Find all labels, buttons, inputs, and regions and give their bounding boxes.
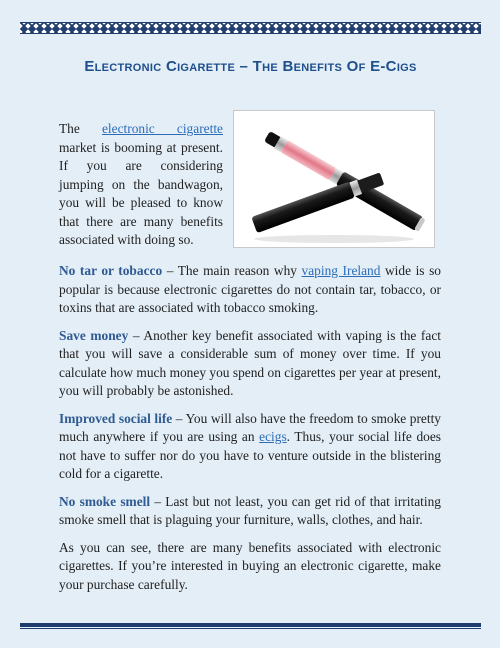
benefit-paragraph-social-life xyxy=(59,410,441,484)
ecigs-link[interactable]: ecigs xyxy=(259,429,287,444)
benefit-heading: No tar or tobacco xyxy=(59,263,163,278)
benefit-paragraph-save-money xyxy=(59,327,441,401)
intro-text-after: market is booming at present. If you are considering jumping on the bandwagon, you will be pleased to know that there are many benefits associated with doing so. xyxy=(59,139,223,247)
electronic-cigarette-link[interactable]: electronic cigarette xyxy=(101,121,223,136)
intro-text-before: The xyxy=(59,121,102,136)
vaping-ireland-link[interactable]: vaping Ireland xyxy=(301,263,381,278)
benefit-heading: Save money xyxy=(59,327,129,343)
benefit-paragraph-no-smell xyxy=(59,493,441,530)
benefit-text: – The main reason why xyxy=(162,263,302,278)
benefit-heading: Improved social life xyxy=(59,410,173,426)
decorative-top-border xyxy=(20,22,481,34)
benefit-text: wide is so popular is because electronic cigarettes do not contain tar, tobacco, or toxins that are associated with tobacco smoking. xyxy=(59,263,441,315)
benefit-text: – Another key benefit associated with vaping is the fact that you will save a considerable sum of money over time. If you calculate how much money you spend on cigarettes per year at present, you will probably be astonished. xyxy=(59,327,441,398)
article-body xyxy=(59,262,441,603)
intro-paragraph xyxy=(59,120,223,250)
page-title: Electronic Cigarette – The Benefits Of E-Cigs xyxy=(84,58,417,75)
benefit-text: – Last but not least, you can get rid of that irritating smoke smell that is plaguing your furniture, walls, clothes, and hair. xyxy=(59,493,441,527)
benefit-text: . Thus, your social life does not have to suffer nor do you have to venture outside in the blistering cold for a cigarette. xyxy=(59,429,441,481)
benefit-heading: No smoke smell xyxy=(59,493,151,509)
closing-paragraph: As you can see, there are many benefits associated with electronic cigarettes. If you’re interested in buying an electronic cigarette, make your purchase carefully. xyxy=(59,539,441,592)
e-cigarette-illustration xyxy=(234,111,434,247)
benefit-text: – You will also have the freedom to smoke pretty much anywhere if you are using an xyxy=(59,410,442,444)
e-cigarette-photo xyxy=(233,110,435,248)
decorative-bottom-border xyxy=(20,623,481,627)
benefit-paragraph-no-tar xyxy=(59,262,441,318)
